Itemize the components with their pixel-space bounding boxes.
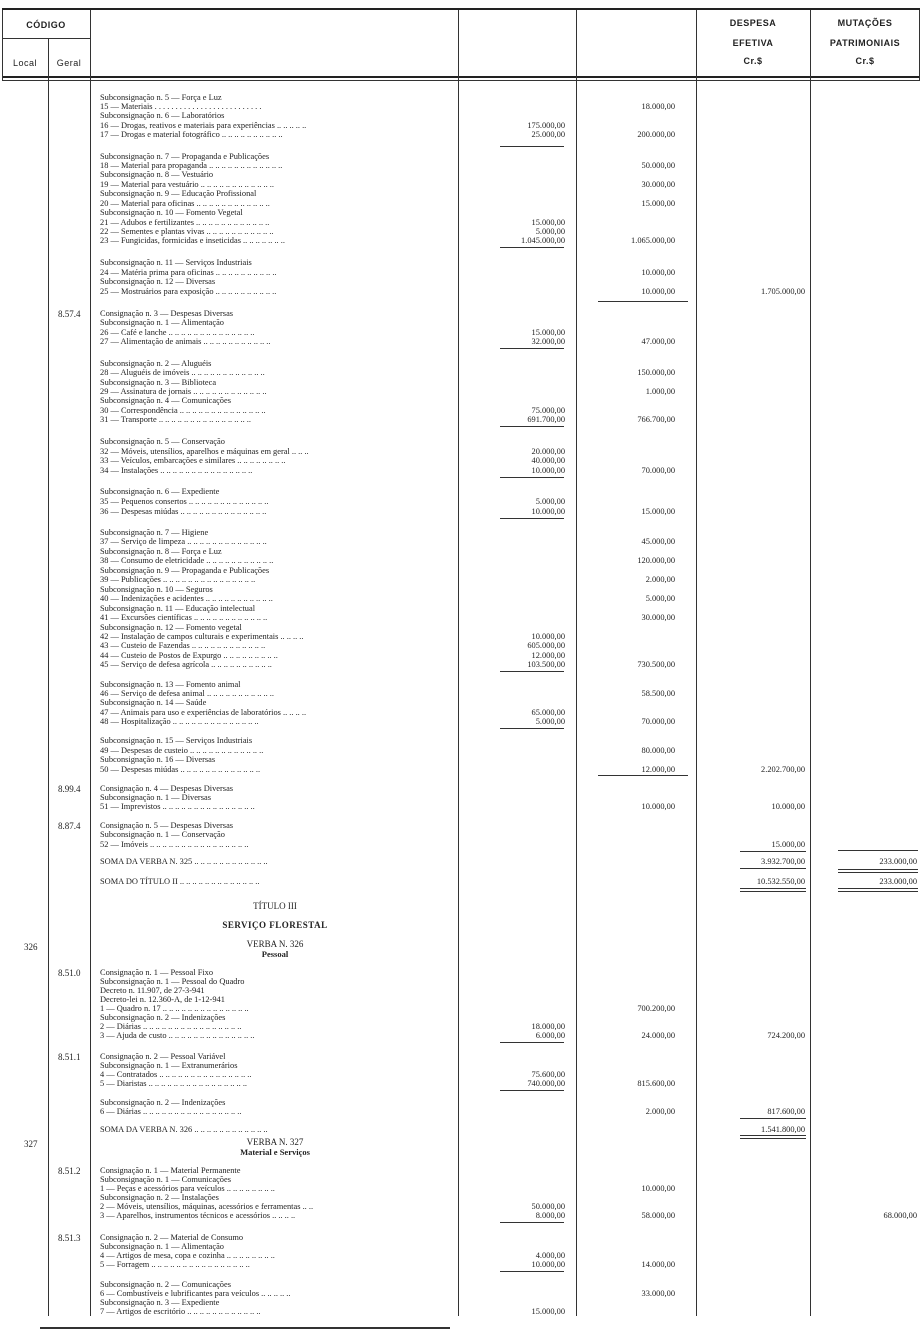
amount-v2: 10.000,00 bbox=[641, 1184, 675, 1193]
amount-v3: 1.541.800,00 bbox=[761, 1125, 805, 1134]
row-description: 43 — Custeio de Fazendas .. .. .. .. .. .. .. .. .. .. .. .. bbox=[100, 641, 266, 650]
row-description: 47 — Animais para uso e experiências de laboratórios .. .. .. .. bbox=[100, 708, 307, 717]
ledger-row bbox=[0, 466, 923, 476]
row-description: Subconsignação n. 14 — Saúde bbox=[100, 698, 207, 707]
row-description: 27 — Alimentação de animais .. .. .. .. .. .. .. .. .. .. .. bbox=[100, 337, 271, 346]
ledger-row bbox=[0, 736, 923, 746]
amount-v2: 150.000,00 bbox=[637, 368, 675, 377]
ledger-row bbox=[0, 765, 923, 775]
row-description: Subconsignação n. 6 — Expediente bbox=[100, 487, 220, 496]
row-description: 29 — Assinatura de jornais .. .. .. .. .. .. .. .. .. .. .. .. bbox=[100, 387, 267, 396]
row-description: Subconsignação n. 2 — Instalações bbox=[100, 1193, 219, 1202]
row-description: Subconsignação n. 1 — Alimentação bbox=[100, 1242, 224, 1251]
header-local: Local bbox=[12, 58, 37, 68]
ledger-row bbox=[0, 368, 923, 378]
row-description: Subconsignação n. 1 — Diversas bbox=[100, 793, 211, 802]
ledger-row bbox=[0, 660, 923, 670]
amount-v2: 700.200,00 bbox=[637, 1004, 675, 1013]
row-description: Consignação n. 4 — Despesas Diversas bbox=[100, 784, 234, 793]
row-description: Subconsignação n. 10 — Seguros bbox=[100, 585, 213, 594]
amount-v1: 75.000,00 bbox=[531, 406, 565, 415]
subtotal-rule bbox=[500, 1042, 564, 1043]
amount-v2: 24.000,00 bbox=[641, 1031, 675, 1040]
amount-v2: 15.000,00 bbox=[641, 507, 675, 516]
header-bottom-rule-2 bbox=[2, 80, 920, 81]
amount-v1: 15.000,00 bbox=[531, 1307, 565, 1316]
amount-v1: 32.000,00 bbox=[531, 337, 565, 346]
amount-v3: 817.600,00 bbox=[767, 1107, 805, 1116]
header-geral: Geral bbox=[56, 58, 82, 68]
amount-v2: 10.000,00 bbox=[641, 287, 675, 296]
amount-v2: 15.000,00 bbox=[641, 199, 675, 208]
ledger-row bbox=[0, 236, 923, 246]
row-description: Subconsignação n. 15 — Serviços Industriais bbox=[100, 736, 253, 745]
amount-v1: 605.000,00 bbox=[527, 641, 565, 650]
row-description: 1 — Peças e acessórios para veículos .. .. .. .. .. .. .. .. bbox=[100, 1184, 275, 1193]
top-rule bbox=[2, 8, 920, 10]
amount-v2: 14.000,00 bbox=[641, 1260, 675, 1269]
ledger-row bbox=[0, 594, 923, 604]
row-description: 52 — Imóveis .. .. .. .. .. .. .. .. .. .. .. .. .. .. .. .. bbox=[100, 840, 249, 849]
geral-code: 8.51.3 bbox=[58, 1233, 81, 1243]
ledger-row bbox=[0, 111, 923, 121]
row-description: 1 — Quadro n. 17 .. .. .. .. .. .. .. .. .. .. .. .. .. .. bbox=[100, 1004, 249, 1013]
row-description: Subconsignação n. 3 — Biblioteca bbox=[100, 378, 217, 387]
amount-v2: 10.000,00 bbox=[641, 802, 675, 811]
row-description: Subconsignação n. 8 — Força e Luz bbox=[100, 547, 222, 556]
row-description: Consignação n. 2 — Material de Consumo bbox=[100, 1233, 244, 1242]
amount-v1: 103.500,00 bbox=[527, 660, 565, 669]
amount-v2: 80.000,00 bbox=[641, 746, 675, 755]
amount-v1: 10.000,00 bbox=[531, 507, 565, 516]
ledger-row bbox=[0, 170, 923, 180]
row-description: Subconsignação n. 10 — Fomento Vegetal bbox=[100, 208, 243, 217]
double-rule bbox=[838, 888, 918, 892]
subtotal-rule bbox=[598, 775, 688, 776]
row-description: 34 — Instalações .. .. .. .. .. .. .. .. .. .. .. .. .. .. .. bbox=[100, 466, 253, 475]
ledger-row bbox=[0, 1260, 923, 1270]
row-description: 17 — Drogas e material fotográfico .. .. .. .. .. .. .. .. .. .. bbox=[100, 130, 283, 139]
subtotal-rule bbox=[740, 851, 806, 852]
row-description: 3 — Aparelhos, instrumentos técnicos e acessórios .. .. .. .. bbox=[100, 1211, 296, 1220]
subtotal-rule bbox=[500, 1271, 564, 1272]
row-description: 16 — Drogas, reativos e materiais para experiências .. .. .. .. .. bbox=[100, 121, 307, 130]
row-description: Subconsignação n. 4 — Comunicações bbox=[100, 396, 231, 405]
row-description: Decreto-lei n. 12.360-A, de 1-12-941 bbox=[100, 995, 225, 1004]
amount-v2: 10.000,00 bbox=[641, 268, 675, 277]
subtotal-rule bbox=[500, 146, 564, 147]
row-description: 30 — Correspondência .. .. .. .. .. .. .. .. .. .. .. .. .. .. bbox=[100, 406, 266, 415]
amount-v1: 15.000,00 bbox=[531, 218, 565, 227]
row-description: Subconsignação n. 12 — Diversas bbox=[100, 277, 216, 286]
row-description: 2 — Móveis, utensílios, máquinas, acessórios e ferramentas .. .. bbox=[100, 1202, 314, 1211]
ledger-row bbox=[0, 556, 923, 566]
ledger-row bbox=[0, 130, 923, 140]
ledger-row bbox=[0, 287, 923, 297]
row-description: 49 — Despesas de custeio .. .. .. .. .. .. .. .. .. .. .. .. bbox=[100, 746, 264, 755]
ledger-row bbox=[0, 1079, 923, 1089]
row-description: SOMA DO TÍTULO II .. .. .. .. .. .. .. .. .. .. .. .. .. bbox=[100, 877, 260, 886]
pessoal-heading: Pessoal bbox=[261, 949, 289, 959]
row-description: Consignação n. 1 — Pessoal Fixo bbox=[100, 968, 214, 977]
double-rule bbox=[838, 869, 918, 873]
row-description: 51 — Imprevistos .. .. .. .. .. .. .. .. .. .. .. .. .. .. .. bbox=[100, 802, 255, 811]
amount-v1: 6.000,00 bbox=[535, 1031, 565, 1040]
row-description: Subconsignação n. 5 — Conservação bbox=[100, 437, 225, 446]
amount-v2: 58.000,00 bbox=[641, 1211, 675, 1220]
row-description: 4 — Contratados .. .. .. .. .. .. .. .. .. .. .. .. .. .. .. bbox=[100, 1070, 252, 1079]
subtotal-rule bbox=[838, 850, 918, 851]
header-mutacoes-1: MUTAÇÕES bbox=[837, 18, 893, 28]
row-description: Subconsignação n. 3 — Expediente bbox=[100, 1298, 220, 1307]
titulo-heading: TÍTULO III bbox=[253, 901, 297, 911]
row-description: Subconsignação n. 11 — Serviços Industriais bbox=[100, 258, 252, 267]
row-description: 7 — Artigos de escritório .. .. .. .. .. .. .. .. .. .. .. .. bbox=[100, 1307, 261, 1316]
ledger-row bbox=[0, 396, 923, 406]
row-description: Subconsignação n. 2 — Indenizações bbox=[100, 1098, 226, 1107]
row-description: Consignação n. 2 — Pessoal Variável bbox=[100, 1052, 226, 1061]
header-mutacoes-2: PATRIMONIAIS bbox=[829, 38, 901, 48]
amount-v1: 12.000,00 bbox=[531, 651, 565, 660]
amount-v3: 724.200,00 bbox=[767, 1031, 805, 1040]
row-description: 18 — Material para propaganda .. .. .. .. .. .. .. .. .. .. .. .. bbox=[100, 161, 283, 170]
subtotal-rule bbox=[500, 426, 564, 427]
amount-v1: 740.000,00 bbox=[527, 1079, 565, 1088]
ledger-row bbox=[0, 277, 923, 287]
header-bottom-rule bbox=[2, 76, 920, 78]
servico-heading: SERVIÇO FLORESTAL bbox=[222, 920, 328, 930]
amount-v2: 815.600,00 bbox=[637, 1079, 675, 1088]
row-description: 5 — Diaristas .. .. .. .. .. .. .. .. .. .. .. .. .. .. .. .. bbox=[100, 1079, 248, 1088]
row-description: Consignação n. 5 — Despesas Diversas bbox=[100, 821, 234, 830]
geral-code: 8.51.1 bbox=[58, 1052, 81, 1062]
geral-code: 8.51.0 bbox=[58, 968, 81, 978]
row-description: 23 — Fungicidas, formicidas e inseticidas .. .. .. .. .. .. .. bbox=[100, 236, 285, 245]
row-description: 35 — Pequenos consertos .. .. .. .. .. .. .. .. .. .. .. .. .. bbox=[100, 497, 269, 506]
ledger-row bbox=[0, 1211, 923, 1221]
amount-v1: 5.000,00 bbox=[535, 497, 565, 506]
amount-v1: 10.000,00 bbox=[531, 632, 565, 641]
row-description: 22 — Sementes e plantas vivas .. .. .. .. .. .. .. .. .. .. .. bbox=[100, 227, 274, 236]
amount-v1: 5.000,00 bbox=[535, 227, 565, 236]
ledger-row bbox=[0, 1125, 923, 1135]
row-description: 45 — Serviço de defesa agrícola .. .. .. .. .. .. .. .. .. .. bbox=[100, 660, 272, 669]
row-description: 28 — Aluguéis de imóveis .. .. .. .. .. .. .. .. .. .. .. .. bbox=[100, 368, 265, 377]
subtotal-rule bbox=[500, 477, 564, 478]
amount-v2: 30.000,00 bbox=[641, 180, 675, 189]
row-description: 32 — Móveis, utensílios, aparelhos e máquinas em geral .. .. .. bbox=[100, 447, 309, 456]
bottom-rule bbox=[40, 1327, 450, 1329]
row-description: 38 — Consumo de eletricidade .. .. .. .. .. .. .. .. .. .. .. bbox=[100, 556, 274, 565]
amount-v1: 1.045.000,00 bbox=[521, 236, 565, 245]
ledger-row bbox=[0, 537, 923, 547]
header-codigo: CÓDIGO bbox=[26, 20, 66, 30]
amount-v1: 25.000,00 bbox=[531, 130, 565, 139]
row-description: Subconsignação n. 16 — Diversas bbox=[100, 755, 216, 764]
amount-v3: 3.932.700,00 bbox=[761, 857, 805, 866]
subtotal-rule bbox=[500, 1222, 564, 1223]
ledger-row bbox=[0, 1107, 923, 1117]
row-description: 6 — Diárias .. .. .. .. .. .. .. .. .. .. .. .. .. .. .. .. bbox=[100, 1107, 242, 1116]
double-rule bbox=[740, 888, 806, 892]
ledger-row bbox=[0, 318, 923, 328]
row-description: Subconsignação n. 7 — Propaganda e Publicações bbox=[100, 152, 270, 161]
row-description: SOMA DA VERBA N. 325 .. .. .. .. .. .. .. .. .. .. .. .. bbox=[100, 857, 268, 866]
verba326-heading: VERBA N. 326 bbox=[246, 939, 304, 949]
amount-v2: 2.000,00 bbox=[645, 575, 675, 584]
amount-v4: 68.000,00 bbox=[883, 1211, 917, 1220]
ledger-row bbox=[0, 717, 923, 727]
row-description: 26 — Café e lanche .. .. .. .. .. .. .. .. .. .. .. .. .. .. bbox=[100, 328, 255, 337]
row-description: Subconsignação n. 1 — Extranumerários bbox=[100, 1061, 238, 1070]
ledger-row bbox=[0, 415, 923, 425]
row-description: Subconsignação n. 12 — Fomento vegetal bbox=[100, 623, 242, 632]
row-description: 37 — Serviço de limpeza .. .. .. .. .. .. .. .. .. .. .. .. .. bbox=[100, 537, 267, 546]
row-description: 15 — Materiais . . . . . . . . . . . . . . . . . . . . . . . . . . bbox=[100, 102, 262, 111]
ledger-row bbox=[0, 857, 923, 867]
ledger-row bbox=[0, 698, 923, 708]
amount-v2: 730.500,00 bbox=[637, 660, 675, 669]
subtotal-rule bbox=[598, 301, 688, 302]
ledger-row bbox=[0, 337, 923, 347]
row-description: 33 — Veículos, embarcações e similares .. .. .. .. .. .. .. .. bbox=[100, 456, 286, 465]
row-description: Consignação n. 1 — Material Permanente bbox=[100, 1166, 241, 1175]
amount-v1: 691.700,00 bbox=[527, 415, 565, 424]
row-description: 21 — Adubos e fertilizantes .. .. .. .. .. .. .. .. .. .. .. .. bbox=[100, 218, 270, 227]
row-description: Subconsignação n. 8 — Vestuário bbox=[100, 170, 214, 179]
ledger-row bbox=[0, 487, 923, 497]
amount-v4: 233.000,00 bbox=[879, 857, 917, 866]
row-description: SOMA DA VERBA N. 326 .. .. .. .. .. .. .. .. .. .. .. .. bbox=[100, 1125, 268, 1134]
row-description: 19 — Material para vestuário .. .. .. .. .. .. .. .. .. .. .. .. bbox=[100, 180, 274, 189]
ledger-row bbox=[0, 802, 923, 812]
row-description: 5 — Forragem .. .. .. .. .. .. .. .. .. .. .. .. .. .. .. .. bbox=[100, 1260, 250, 1269]
amount-v1: 18.000,00 bbox=[531, 1022, 565, 1031]
row-description: Subconsignação n. 2 — Indenizações bbox=[100, 1013, 226, 1022]
row-description: 36 — Despesas miúdas .. .. .. .. .. .. .. .. .. .. .. .. .. .. bbox=[100, 507, 267, 516]
row-description: 6 — Combustíveis e lubrificantes para veículos .. .. .. .. .. bbox=[100, 1289, 291, 1298]
amount-v2: 5.000,00 bbox=[645, 594, 675, 603]
row-description: 50 — Despesas miúdas .. .. .. .. .. .. .. .. .. .. .. .. .. bbox=[100, 765, 261, 774]
amount-v1: 15.000,00 bbox=[531, 328, 565, 337]
amount-v2: 47.000,00 bbox=[641, 337, 675, 346]
amount-v2: 1.065.000,00 bbox=[631, 236, 675, 245]
row-description: Subconsignação n. 9 — Educação Profissional bbox=[100, 189, 257, 198]
ledger-row bbox=[0, 641, 923, 651]
material-heading: Material e Serviços bbox=[240, 1147, 310, 1157]
amount-v2: 50.000,00 bbox=[641, 161, 675, 170]
ledger-row bbox=[0, 456, 923, 466]
row-description: Subconsignação n. 1 — Conservação bbox=[100, 830, 225, 839]
ledger-row bbox=[0, 208, 923, 218]
subtotal-rule bbox=[500, 1090, 564, 1091]
amount-v1: 4.000,00 bbox=[535, 1251, 565, 1260]
subtotal-rule bbox=[740, 1118, 806, 1119]
header-despesa-2: EFETIVA bbox=[732, 38, 774, 48]
row-description: Subconsignação n. 5 — Força e Luz bbox=[100, 93, 222, 102]
row-description: 20 — Material para oficinas .. .. .. .. .. .. .. .. .. .. .. .. bbox=[100, 199, 270, 208]
verba327-heading: VERBA N. 327 bbox=[246, 1137, 304, 1147]
amount-v2: 1.000,00 bbox=[645, 387, 675, 396]
amount-v1: 5.000,00 bbox=[535, 717, 565, 726]
row-description: 3 — Ajuda de custo .. .. .. .. .. .. .. .. .. .. .. .. .. .. bbox=[100, 1031, 255, 1040]
row-description: Subconsignação n. 7 — Higiene bbox=[100, 528, 209, 537]
ledger-row bbox=[0, 613, 923, 623]
amount-v1: 10.000,00 bbox=[531, 1260, 565, 1269]
amount-v2: 2.000,00 bbox=[645, 1107, 675, 1116]
row-description: 39 — Publicações .. .. .. .. .. .. .. .. .. .. .. .. .. .. .. bbox=[100, 575, 256, 584]
row-description: Decreto n. 11.907, de 27-3-941 bbox=[100, 986, 205, 995]
row-description: Subconsignação n. 13 — Fomento animal bbox=[100, 680, 241, 689]
geral-code: 8.87.4 bbox=[58, 821, 81, 831]
geral-code: 8.57.4 bbox=[58, 309, 81, 319]
ledger-row bbox=[0, 830, 923, 840]
subtotal-rule bbox=[740, 868, 806, 869]
double-rule bbox=[740, 1135, 806, 1139]
amount-v1: 40.000,00 bbox=[531, 456, 565, 465]
row-description: Subconsignação n. 2 — Aluguéis bbox=[100, 359, 212, 368]
amount-v2: 120.000,00 bbox=[637, 556, 675, 565]
ledger-row bbox=[0, 497, 923, 507]
row-description: 24 — Matéria prima para oficinas .. .. .. .. .. .. .. .. .. .. bbox=[100, 268, 277, 277]
amount-v1: 75.600,00 bbox=[531, 1070, 565, 1079]
row-description: Subconsignação n. 6 — Laboratórios bbox=[100, 111, 225, 120]
amount-v3: 10.000,00 bbox=[771, 802, 805, 811]
amount-v2: 18.000,00 bbox=[641, 102, 675, 111]
amount-v3: 15.000,00 bbox=[771, 840, 805, 849]
amount-v2: 766.700,00 bbox=[637, 415, 675, 424]
ledger-row bbox=[0, 575, 923, 585]
geral-code: 8.99.4 bbox=[58, 784, 81, 794]
header-mutacoes-3: Cr.$ bbox=[855, 56, 875, 66]
ledger-row bbox=[0, 258, 923, 268]
amount-v2: 12.000,00 bbox=[641, 765, 675, 774]
row-description: 42 — Instalação de campos culturais e experimentais .. .. .. .. bbox=[100, 632, 304, 641]
row-description: Subconsignação n. 1 — Alimentação bbox=[100, 318, 224, 327]
row-description: 41 — Excursões científicas .. .. .. .. .. .. .. .. .. .. .. .. bbox=[100, 613, 268, 622]
row-description: 48 — Hospitalização .. .. .. .. .. .. .. .. .. .. .. .. .. .. bbox=[100, 717, 259, 726]
codigo-divider bbox=[2, 38, 90, 39]
geral-code: 8.51.2 bbox=[58, 1166, 81, 1176]
amount-v2: 45.000,00 bbox=[641, 537, 675, 546]
row-description: Subconsignação n. 1 — Comunicações bbox=[100, 1175, 231, 1184]
ledger-row bbox=[0, 507, 923, 517]
row-description: 40 — Indenizações e acidentes .. .. .. .. .. .. .. .. .. .. .. bbox=[100, 594, 273, 603]
amount-v1: 8.000,00 bbox=[535, 1211, 565, 1220]
row-description: 44 — Custeio de Postos de Expurgo .. .. .. .. .. .. .. .. .. bbox=[100, 651, 278, 660]
amount-v1: 20.000,00 bbox=[531, 447, 565, 456]
amount-v2: 70.000,00 bbox=[641, 466, 675, 475]
ledger-row bbox=[0, 755, 923, 765]
row-description: 31 — Transporte .. .. .. .. .. .. .. .. .. .. .. .. .. .. .. bbox=[100, 415, 251, 424]
amount-v3: 1.705.000,00 bbox=[761, 287, 805, 296]
amount-v1: 65.000,00 bbox=[531, 708, 565, 717]
amount-v2: 30.000,00 bbox=[641, 613, 675, 622]
amount-v3: 10.532.550,00 bbox=[756, 877, 805, 886]
header-despesa-1: DESPESA bbox=[729, 18, 777, 28]
row-description: Subconsignação n. 9 — Propaganda e Publicações bbox=[100, 566, 270, 575]
subtotal-rule bbox=[500, 671, 564, 672]
subtotal-rule bbox=[500, 348, 564, 349]
amount-v3: 2.202.700,00 bbox=[761, 765, 805, 774]
amount-v1: 50.000,00 bbox=[531, 1202, 565, 1211]
row-description: Subconsignação n. 1 — Pessoal do Quadro bbox=[100, 977, 245, 986]
row-description: Consignação n. 3 — Despesas Diversas bbox=[100, 309, 234, 318]
ledger-row bbox=[0, 840, 923, 850]
amount-v1: 175.000,00 bbox=[527, 121, 565, 130]
ledger-row bbox=[0, 1307, 923, 1317]
amount-v4: 233.000,00 bbox=[879, 877, 917, 886]
amount-v2: 33.000,00 bbox=[641, 1289, 675, 1298]
ledger-row bbox=[0, 189, 923, 199]
ledger-row bbox=[0, 877, 923, 887]
subtotal-rule bbox=[500, 247, 564, 248]
row-description: Subconsignação n. 2 — Comunicações bbox=[100, 1280, 231, 1289]
row-description: 25 — Mostruários para exposição .. .. .. .. .. .. .. .. .. .. bbox=[100, 287, 277, 296]
row-description: 4 — Artigos de mesa, copa e cozinha .. .. .. .. .. .. .. .. bbox=[100, 1251, 275, 1260]
amount-v1: 10.000,00 bbox=[531, 466, 565, 475]
row-description: Subconsignação n. 11 — Educação intelectual bbox=[100, 604, 256, 613]
header-despesa-3: Cr.$ bbox=[743, 56, 763, 66]
amount-v2: 70.000,00 bbox=[641, 717, 675, 726]
ledger-row bbox=[0, 437, 923, 447]
local-code-327: 327 bbox=[24, 1139, 38, 1149]
local-code-326: 326 bbox=[24, 942, 38, 952]
row-description: 46 — Serviço de defesa animal .. .. .. .. .. .. .. .. .. .. .. bbox=[100, 689, 274, 698]
amount-v2: 200.000,00 bbox=[637, 130, 675, 139]
subtotal-rule bbox=[500, 518, 564, 519]
subtotal-rule bbox=[500, 728, 564, 729]
row-description: 2 — Diárias .. .. .. .. .. .. .. .. .. .. .. .. .. .. .. .. bbox=[100, 1022, 242, 1031]
ledger-row bbox=[0, 1031, 923, 1041]
amount-v2: 58.500,00 bbox=[641, 689, 675, 698]
